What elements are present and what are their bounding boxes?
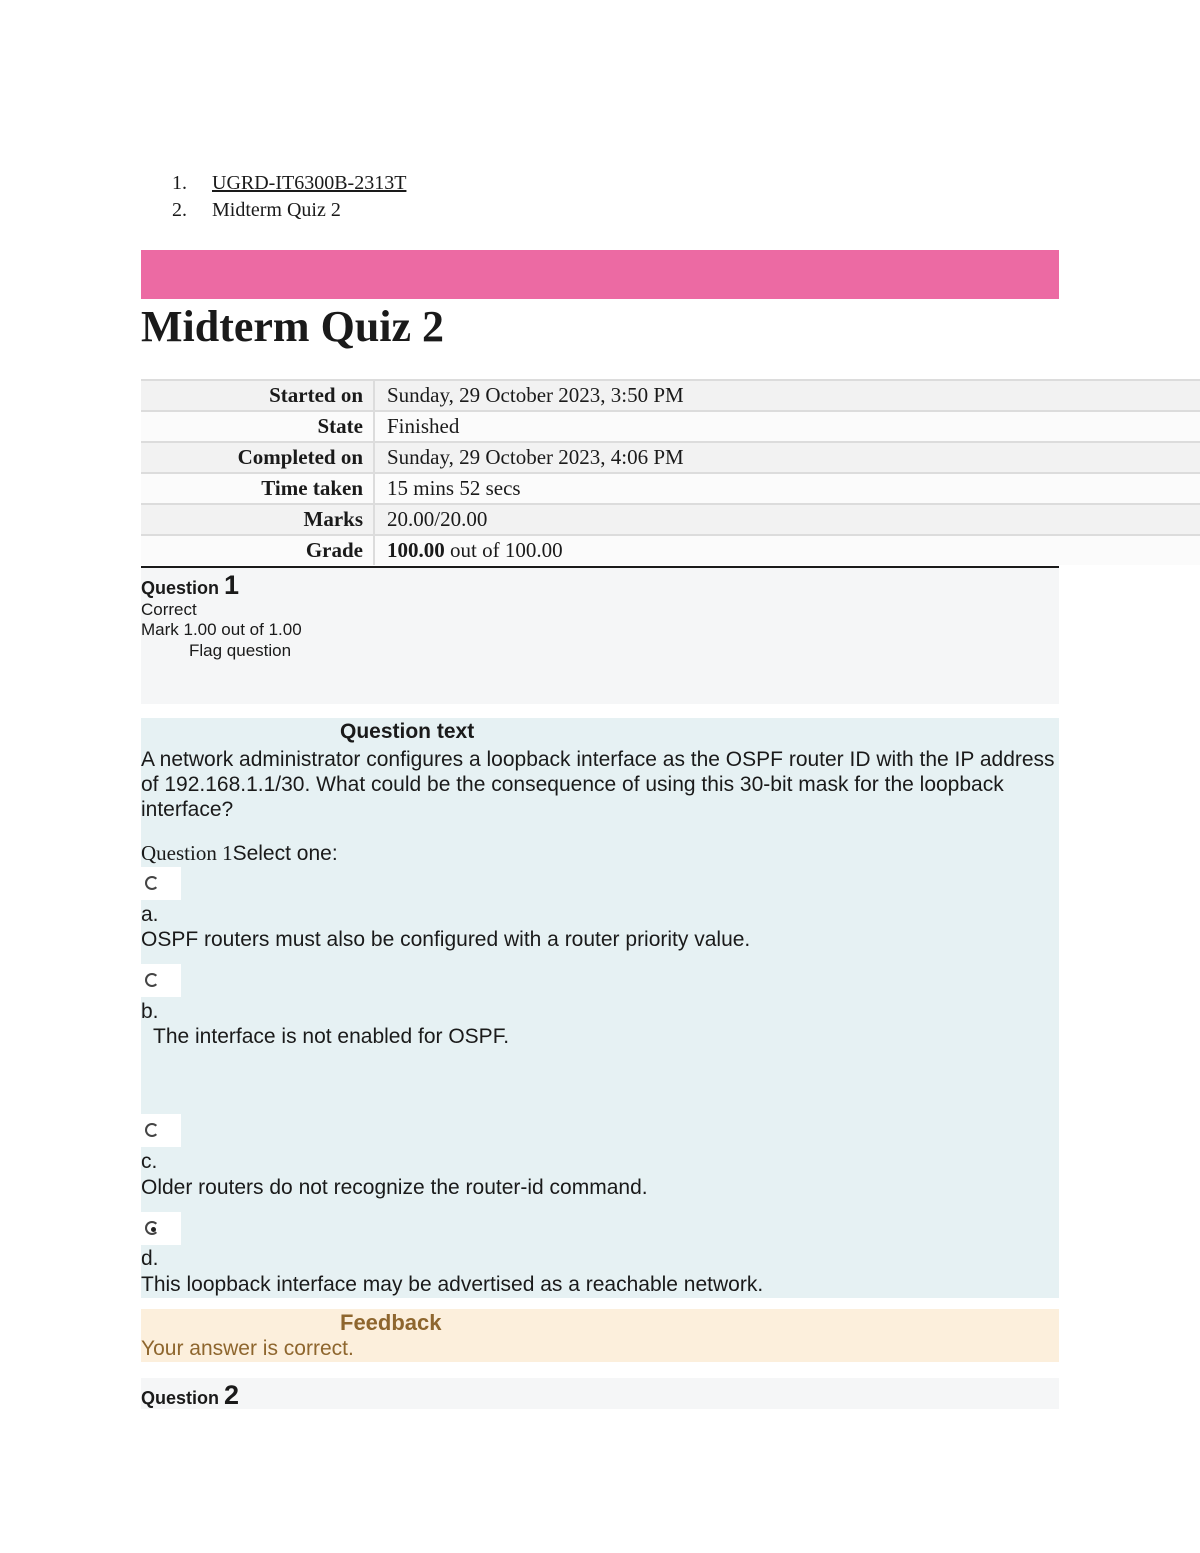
radio-checked-icon [145,1221,159,1235]
question-number [141,570,239,601]
summary-value [373,536,1200,565]
summary-value: Sunday, 29 October 2023, 3:50 PM [373,381,1200,410]
summary-row-state [141,410,1200,441]
question-number-value: 2 [224,1380,240,1410]
summary-label: Marks [303,507,363,531]
radio-unchecked-icon [145,973,159,987]
summary-row-completed [141,441,1200,472]
summary-row-started [141,379,1200,410]
question-state: Correct [141,600,197,619]
header-banner [141,250,1059,299]
prompt-text: Select one: [232,842,338,865]
question-label: Question [141,1388,220,1408]
summary-label: Time taken [261,476,363,500]
summary-row-grade [141,534,1200,565]
summary-row-time-taken [141,472,1200,503]
grade-score: 100.00 [387,538,445,562]
option-c-text[interactable]: Older routers do not recognize the router-id command. [141,1176,648,1199]
question-text-heading: Question text [340,720,475,743]
option-d-radio[interactable] [141,1212,181,1245]
feedback-text: Your answer is correct. [141,1337,354,1360]
question-content [141,718,1059,1298]
prompt-question-ref: Question 1 [141,841,233,865]
feedback-heading: Feedback [340,1310,442,1335]
summary-row-marks [141,503,1200,534]
question-label: Question [141,578,220,598]
option-c-letter: c. [141,1150,158,1173]
option-b-text[interactable]: The interface is not enabled for OSPF. [153,1025,510,1048]
option-d-letter: d. [141,1247,159,1270]
breadcrumb-item-course [172,170,406,197]
summary-value: 15 mins 52 secs [373,474,1200,503]
breadcrumb-course-link[interactable]: UGRD-IT6300B-2313T [212,172,407,194]
flag-question-link[interactable]: Flag question [189,641,292,660]
summary-label: Started on [269,383,363,407]
breadcrumb-number: 1. [172,172,187,194]
summary-value: Finished [373,412,1200,441]
option-d-text[interactable]: This loopback interface may be advertised as a reachable network. [141,1273,764,1296]
radio-dot [151,1227,156,1232]
question-number-value: 1 [224,570,240,600]
answer-prompt [141,841,338,866]
feedback-box [141,1309,1059,1362]
option-c-radio[interactable] [141,1114,181,1147]
summary-label: Completed on [237,445,363,469]
question-text: A network administrator configures a loopback interface as the OSPF router ID with the IP address of 192.168.1.1/30. What could be the consequence of using this 30-bit mask for the loopback interface? [141,748,1055,821]
summary-label: State [317,414,363,438]
summary-value: Sunday, 29 October 2023, 4:06 PM [373,443,1200,472]
breadcrumb [172,170,406,224]
page-title: Midterm Quiz 2 [141,302,445,351]
breadcrumb-number: 2. [172,199,187,221]
radio-unchecked-icon [145,1123,159,1137]
option-a-text[interactable]: OSPF routers must also be configured with a router priority value. [141,928,751,951]
breadcrumb-current: Midterm Quiz 2 [212,199,341,221]
attempt-summary-table [141,379,1200,565]
option-b-radio[interactable] [141,964,181,997]
radio-unchecked-icon [145,876,159,890]
question-number [141,1380,239,1411]
grade-total: out of 100.00 [444,538,563,562]
question-2-info [141,1378,1059,1409]
option-a-letter: a. [141,903,159,926]
breadcrumb-item-quiz [172,197,406,224]
option-b-letter: b. [141,1000,159,1023]
question-grade: Mark 1.00 out of 1.00 [141,620,302,639]
summary-value: 20.00/20.00 [373,505,1200,534]
summary-label: Grade [305,538,363,562]
option-a-radio[interactable] [141,867,181,900]
question-info [141,568,1059,704]
